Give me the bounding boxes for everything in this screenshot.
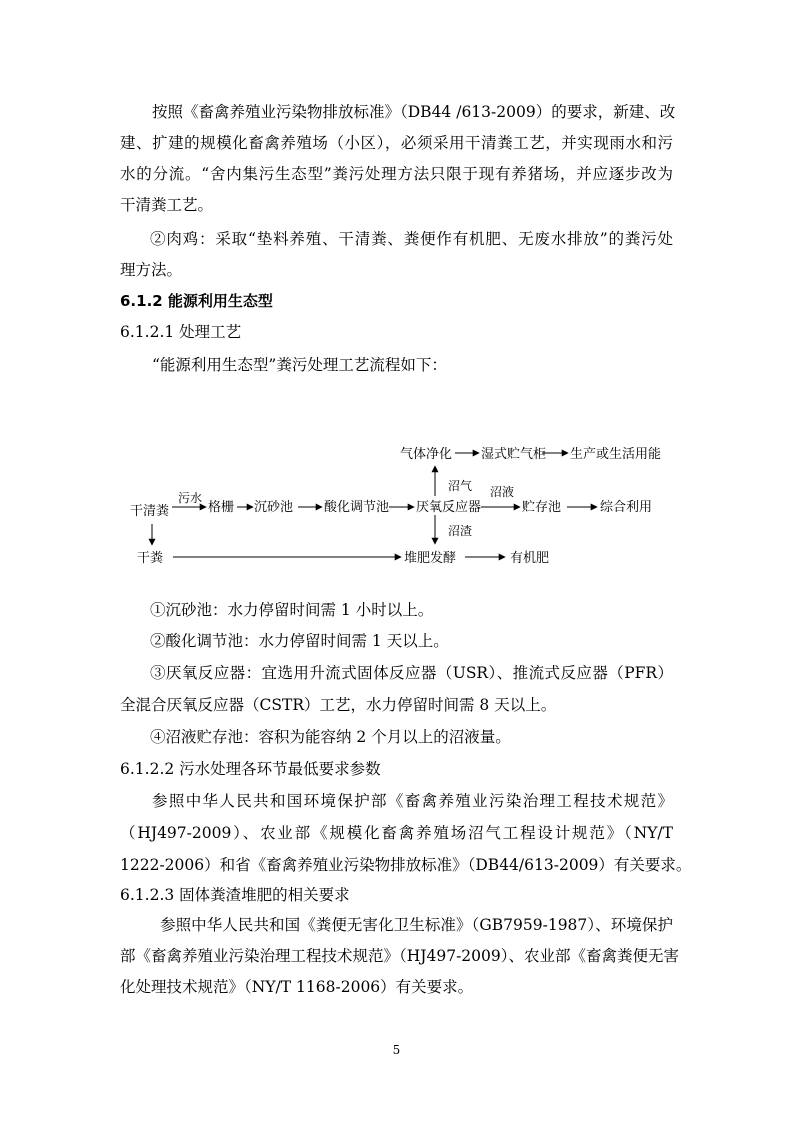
note-4: ④沼液贮存池：容积为能容纳 2 个月以上的沼液量。 bbox=[150, 728, 511, 746]
node-gan-fen: 干粪 bbox=[137, 551, 164, 566]
node-suan-hua: 酸化调节池 bbox=[324, 500, 390, 515]
node-sheng-chan-sheng-huo: 生产或生活用能 bbox=[570, 447, 662, 462]
label-zhao-ye: 沼液 bbox=[490, 485, 515, 499]
node-qi-ti-jing-hua: 气体净化 bbox=[400, 447, 453, 462]
label-zhao-zha: 沼渣 bbox=[448, 524, 473, 538]
para3-line2: （HJ497-2009）、农业部《规模化畜禽养殖场沼气工程设计规范》（NY/T bbox=[120, 824, 673, 842]
note-3: ③厌氧反应器：宜选用升流式固体反应器（USR）、推流式反应器（PFR） bbox=[150, 664, 673, 682]
node-chen-sha-chi: 沉砂池 bbox=[254, 500, 294, 515]
node-you-ji-fei: 有机肥 bbox=[510, 551, 550, 566]
heading-6-1-2-2: 6.1.2.2 污水处理各环节最低要求参数 bbox=[120, 760, 381, 778]
heading-6-1-2-1: 6.1.2.1 处理工艺 bbox=[120, 323, 242, 341]
node-gan-qing-fen: 干清粪 bbox=[130, 504, 170, 519]
para3-line1: 参照中华人民共和国环境保护部《畜禽养殖业污染治理工程技术规范》 bbox=[152, 792, 673, 810]
para1-line4: 干清粪工艺。 bbox=[120, 196, 214, 214]
heading-6-1-2: 6.1.2 能源利用生态型 bbox=[120, 292, 273, 310]
para3-line3: 1222-2006）和省《畜禽养殖业污染物排放标准》（DB44/613-2009）有关要求。 bbox=[120, 856, 692, 874]
node-yan-yang: 厌氧反应器 bbox=[416, 500, 482, 515]
node-dui-fei: 堆肥发酵 bbox=[404, 551, 457, 566]
para2-line1: ②肉鸡：采取“垫料养殖、干清粪、粪便作有机肥、无废水排放”的粪污处 bbox=[150, 230, 673, 248]
para4-line2: 部《畜禽养殖业污染治理工程技术规范》（HJ497-2009）、农业部《畜禽粪便无害 bbox=[120, 947, 680, 965]
node-zhu-cun-chi: 贮存池 bbox=[522, 500, 562, 515]
page-number: 5 bbox=[392, 1043, 401, 1057]
para2-line2: 理方法。 bbox=[120, 261, 183, 279]
note-1: ①沉砂池：水力停留时间需 1 小时以上。 bbox=[150, 601, 434, 619]
para1-line2: 建、扩建的规模化畜禽养殖场（小区），必须采用干清粪工艺，并实现雨水和污 bbox=[120, 134, 673, 152]
para4-line3: 化处理技术规范》（NY/T 1168-2006）有关要求。 bbox=[120, 978, 474, 996]
heading-6-1-2-3: 6.1.2.3 固体粪渣堆肥的相关要求 bbox=[120, 886, 350, 904]
node-ge-shan: 格栅 bbox=[208, 500, 235, 515]
para1-line3: 水的分流。“舍内集污生态型”粪污处理方法只限于现有养猪场，并应逐步改为 bbox=[120, 165, 673, 183]
para1-line1: 按照《畜禽养殖业污染物排放标准》（DB44 /613-2009）的要求，新建、改 bbox=[152, 103, 676, 121]
flow-intro: “能源利用生态型”粪污处理工艺流程如下： bbox=[152, 356, 447, 374]
note-2: ②酸化调节池：水力停留时间需 1 天以上。 bbox=[150, 632, 449, 650]
note-3-cont: 全混合厌氧反应器（CSTR）工艺，水力停留时间需 8 天以上。 bbox=[120, 696, 557, 714]
para4-line1: 参照中华人民共和国《粪便无害化卫生标准》（GB7959-1987）、环境保护 bbox=[160, 916, 673, 934]
node-shi-shi-zhu-qi-gui: 湿式贮气柜 bbox=[481, 447, 547, 462]
label-wu-shui: 污水 bbox=[178, 491, 203, 505]
label-zhao-qi: 沼气 bbox=[448, 479, 473, 493]
node-zong-he-li-yong: 综合利用 bbox=[600, 500, 653, 515]
